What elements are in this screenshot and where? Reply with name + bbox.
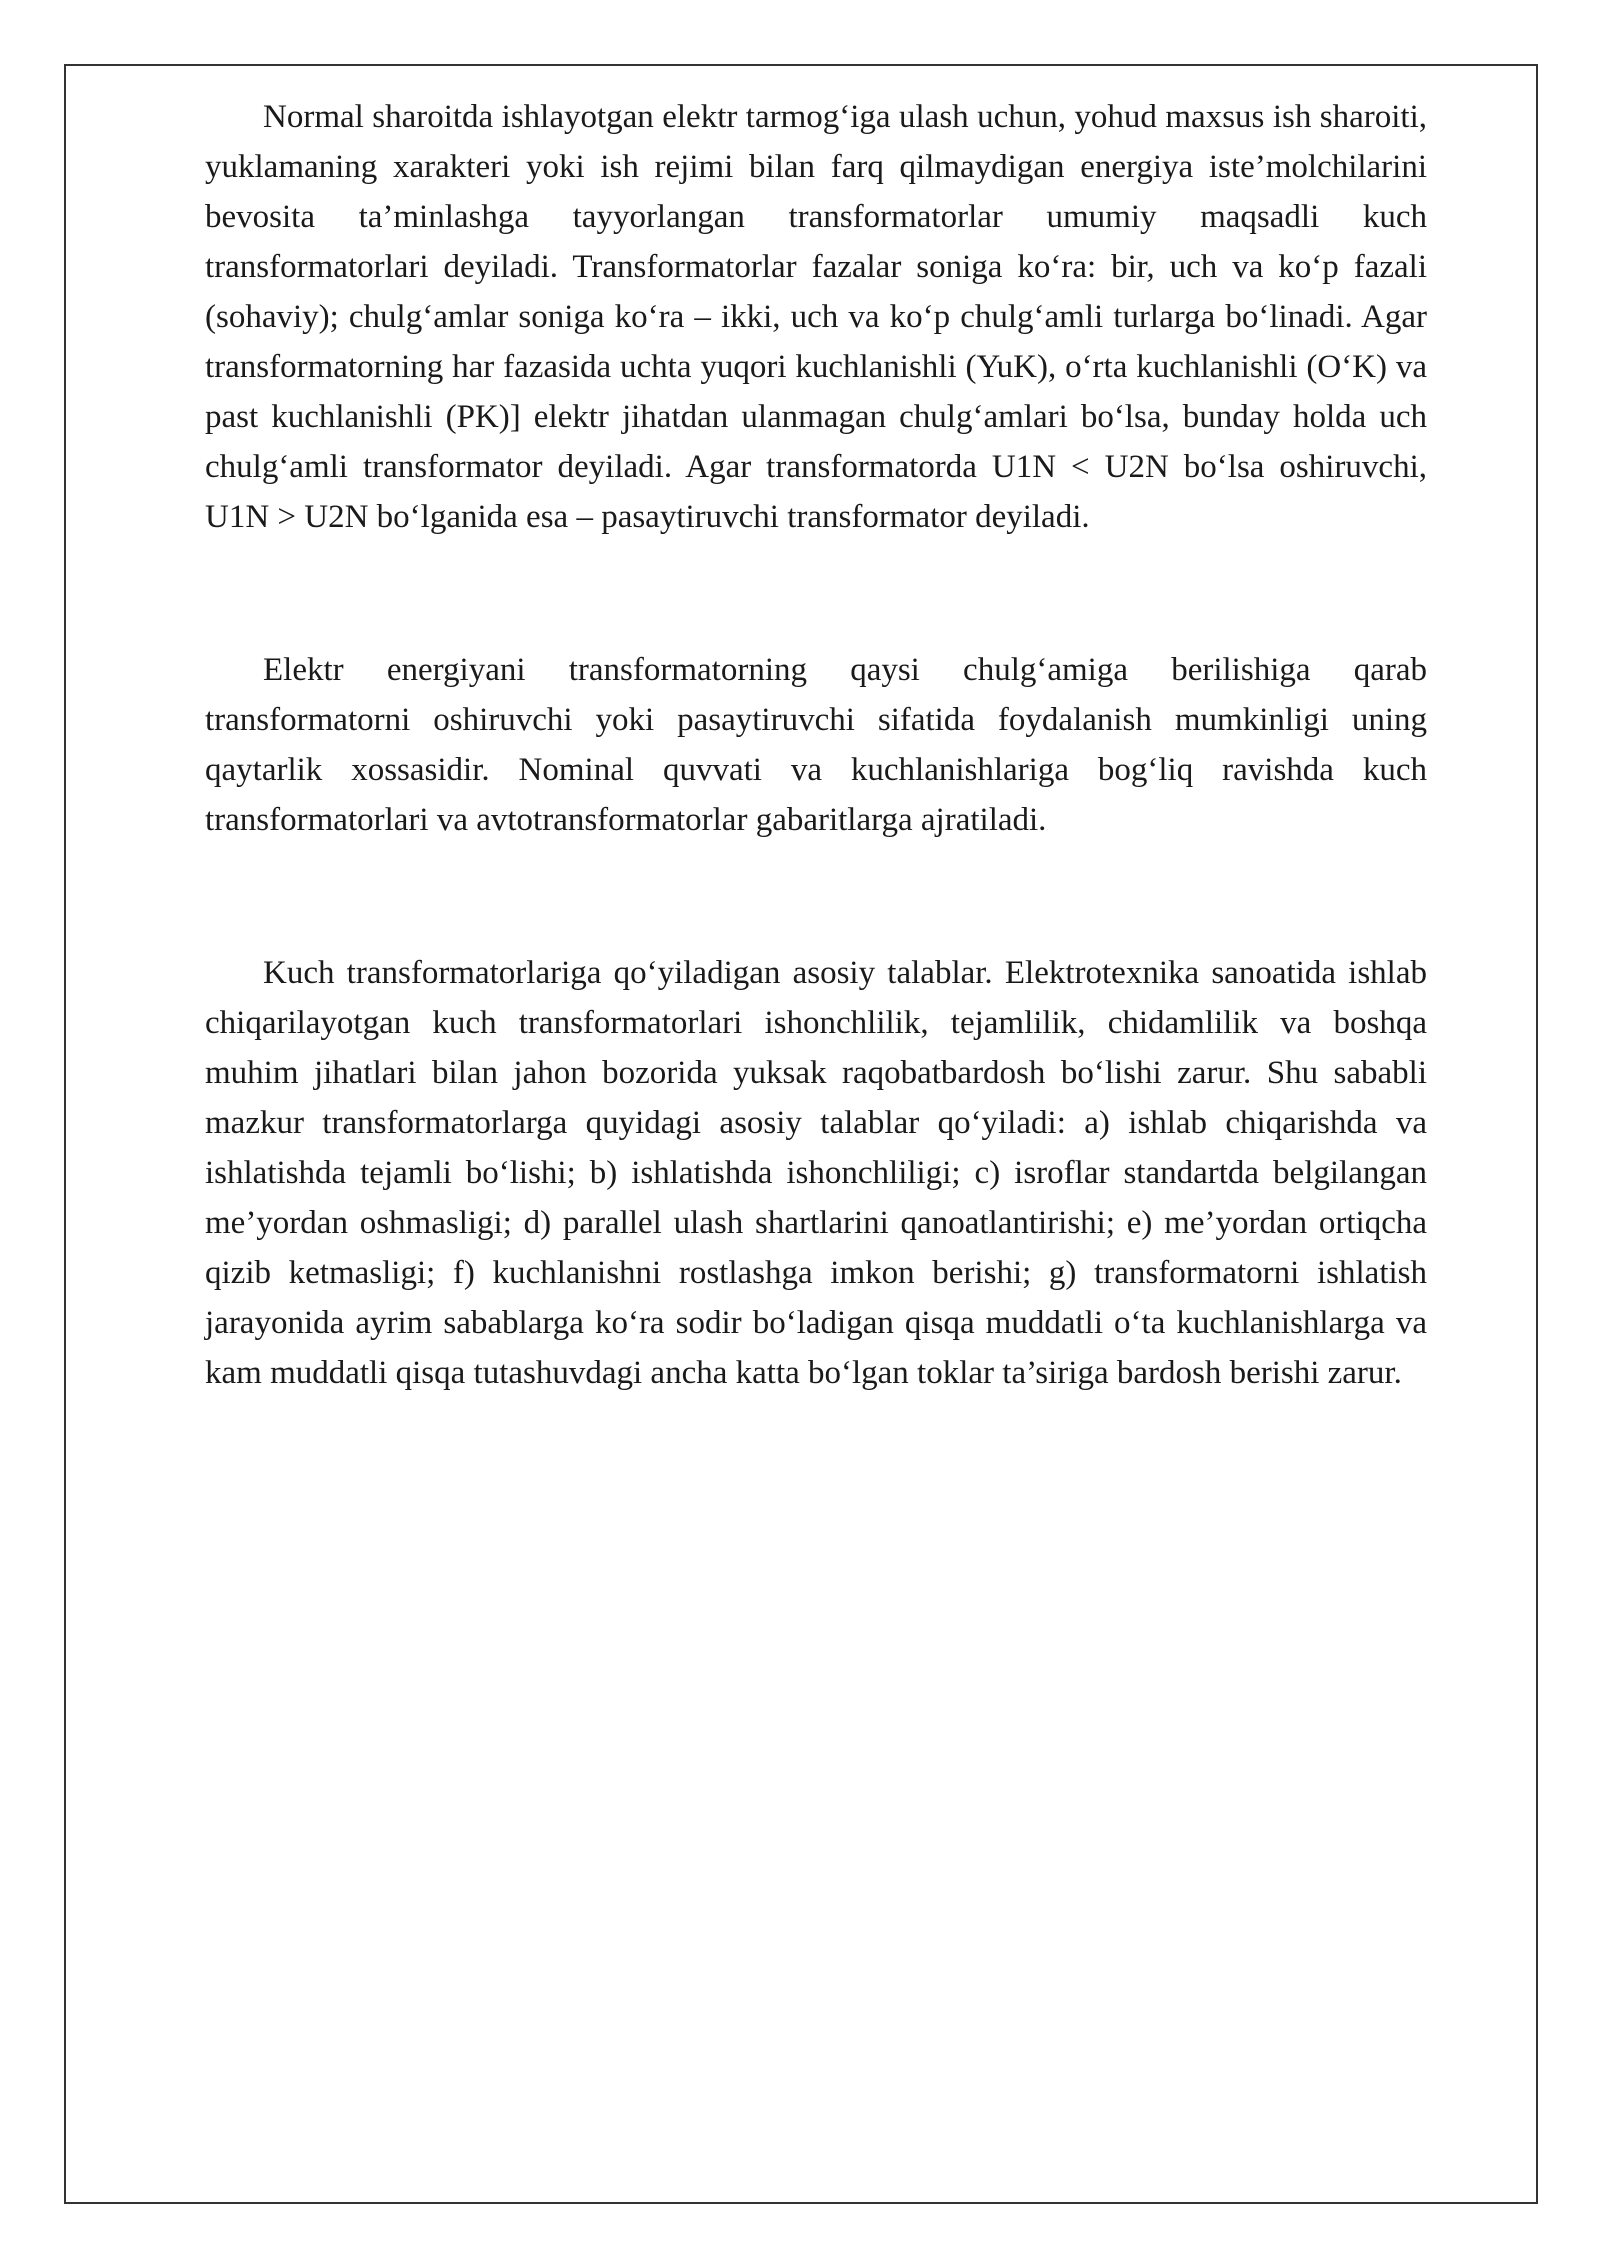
paragraph-transformer-classification: Normal sharoitda ishlayotgan elektr tarmog‘iga ulash uchun, yohud maxsus ish sharoiti, yuklamaning xarakteri yoki ish rejimi bilan farq qilmaydigan energiya iste’molchilarini bevosita ta’minlashga tayyorlangan transformatorlar umumiy maqsadli kuch transformatorlari deyiladi. Transformatorlar fazalar soniga ko‘ra: bir, uch va ko‘p fazali (sohaviy); chulg‘amlar soniga ko‘ra – ikki, uch va ko‘p chulg‘amli turlarga bo‘linadi. Agar transformatorning har fazasida uchta yuqori kuchlanishli (YuK), o‘rta kuchlanishli (O‘K) va past kuchlanishli (PK)] elektr jihatdan ulanmagan chulg‘amlari bo‘lsa, bunday holda uch chulg‘amli transformator deyiladi. Agar transformatorda U1N < U2N bo‘lsa oshiruvchi, U1N > U2N bo‘lganida esa – pasaytiruvchi transformator deyiladi. [205,99,1427,535]
paragraph-requirements: Kuch transformatorlariga qo‘yiladigan asosiy talablar. Elektrotexnika sanoatida ishlab chiqarilayotgan kuch transformatorlari ishonchlilik, tejamlilik, chidamlilik va boshqa muhim jihatlari bilan jahon bozorida yuksak raqobatbardosh bo‘lishi zarur. Shu sababli mazkur transformatorlarga quyidagi asosiy talablar qo‘yiladi: a) ishlab chiqarishda va ishlatishda tejamli bo‘lishi; b) ishlatishda ishonchliligi; c) isroflar standartda belgilangan me’yordan oshmasligi; d) parallel ulash shartlarini qanoatlantirishi; e) me’yordan ortiqcha qizib ketmasligi; f) kuchlanishni rostlashga imkon berishi; g) transformatorni ishlatish jarayonida ayrim sabablarga ko‘ra sodir bo‘ladigan qisqa muddatli o‘ta kuchlanishlarga va kam muddatli qisqa tutashuvdagi ancha katta bo‘lgan toklar ta’siriga bardosh berishi zarur. [205,955,1427,1391]
document-body [205,92,1427,1398]
paragraph-reversibility: Elektr energiyani transformatorning qaysi chulg‘amiga berilishiga qarab transformatorni oshiruvchi yoki pasaytiruvchi sifatida foydalanish mumkinligi uning qaytarlik xossasidir. Nominal quvvati va kuchlanishlariga bog‘liq ravishda kuch transformatorlari va avtotransformatorlar gabaritlarga ajratiladi. [205,652,1427,838]
